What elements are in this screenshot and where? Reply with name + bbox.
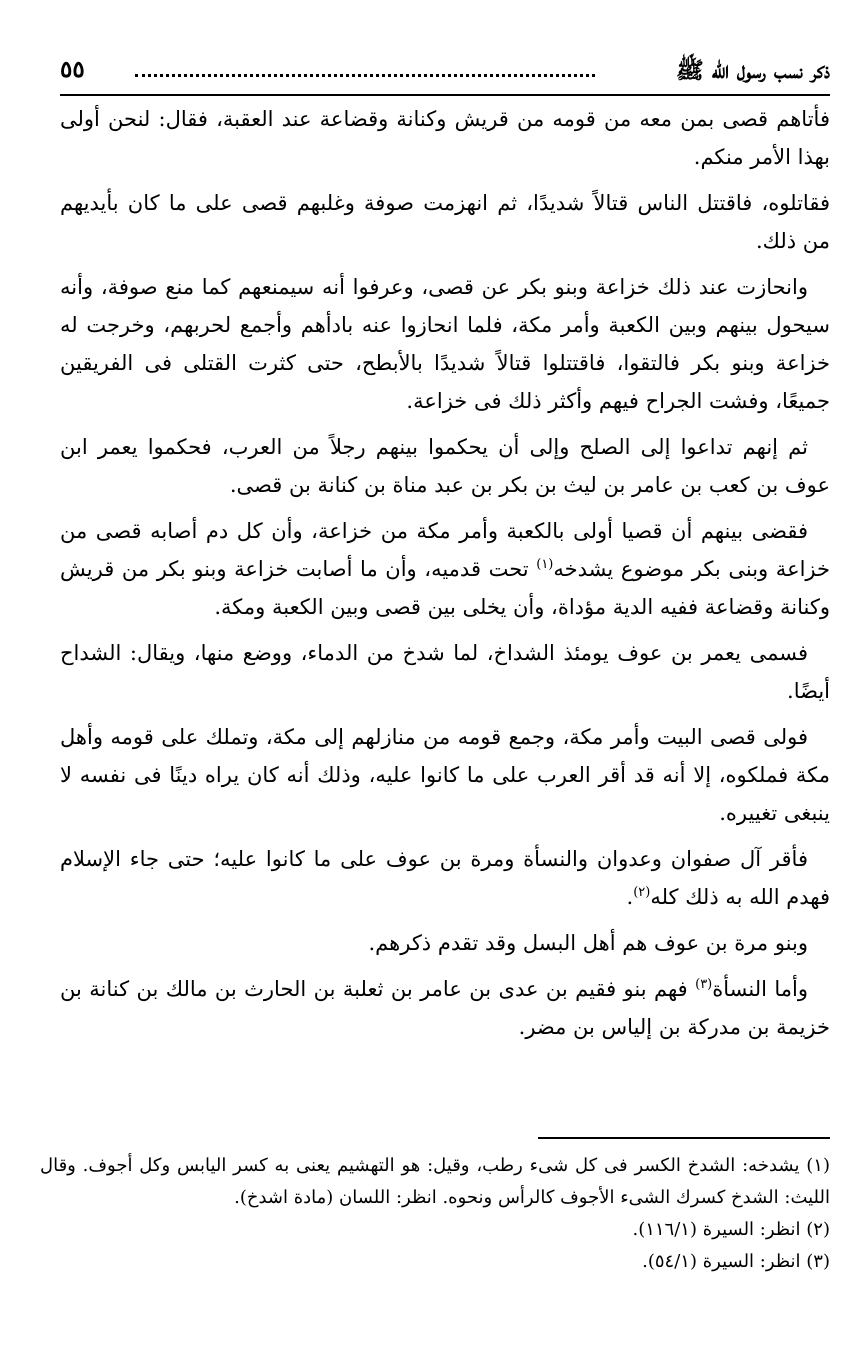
paragraph-text: تحت قدميه، وأن ما أصابت خزاعة وبنو بكر من قريش وكنانة وقضاعة ففيه الدية مؤداة، وأن يخلى بين قصى وبين الكعبة ومكة. xyxy=(60,557,830,619)
paragraph-text: فقضى بينهم أن قصيا أولى بالكعبة وأمر مكة من خزاعة، وأن كل دم أصابه قصى من خزاعة وبنى بكر موضوع يشدخه xyxy=(60,519,831,581)
footnote: (١) يشدخه: الشدخ الكسر فى كل شىء رطب، وقيل: هو التهشيم يعنى به كسر اليابس وكل أجوف. وقال الليث: الشدخ كسرك الشىء الأجوف كالرأس ونحوه. انظر: اللسان (مادة اشدخ). xyxy=(40,1155,830,1208)
footnote-separator xyxy=(538,1137,830,1139)
footnote: (٣) انظر: السيرة (٥٤/١). xyxy=(642,1251,830,1272)
paragraph-text: . xyxy=(626,885,634,909)
paragraph: فقاتلوه، فاقتتل الناس قتالاً شديدًا، ثم انهزمت صوفة وغلبهم قصى على ما كان بأيديهم من ذلك. xyxy=(60,191,830,253)
paragraph: فسمى يعمر بن عوف يومئذ الشداخ، لما شدخ من الدماء، ووضع منها، ويقال: الشداح أيضًا. xyxy=(60,641,830,703)
paragraph: وبنو مرة بن عوف هم أهل البسل وقد تقدم ذكرهم. xyxy=(368,931,808,955)
paragraph-text: فهم بنو فقيم بن عدى بن عامر بن ثعلبة بن الحارث بن مالك بن كنانة بن خزيمة بن مدركة بن إلياس بن مضر. xyxy=(60,977,830,1039)
footnotes xyxy=(40,1150,830,1278)
header-dot-leader xyxy=(135,64,595,77)
paragraph-text: فأقر آل صفوان وعدوان والنسأة ومرة بن عوف على ما كانوا عليه؛ حتى جاء الإسلام فهدم الله به ذلك كله xyxy=(60,847,830,909)
paragraph xyxy=(60,512,830,626)
paragraph xyxy=(60,840,830,916)
footnote-ref[interactable]: (١) xyxy=(536,557,554,572)
main-text xyxy=(60,100,830,1054)
paragraph-text: وأما النسأة xyxy=(712,977,808,1001)
paragraph: ثم إنهم تداعوا إلى الصلح وإلى أن يحكموا بينهم رجلاً من العرب، فحكموا يعمر ابن عوف بن كعب بن عامر بن ليث بن بكر بن عبد مناة بن كنانة بن قصى. xyxy=(60,435,830,497)
paragraph: وانحازت عند ذلك خزاعة وبنو بكر عن قصى، وعرفوا أنه سيمنعهم كما منع صوفة، وأنه سيحول بينهم وبين الكعبة وأمر مكة، فلما انحازوا عنه بادأهم وأجمع لحربهم، وخرجت له خزاعة وبنو بكر فالتقوا، فاقتتلوا قتالاً شديدًا بالأبطح، حتى كثرت القتلى فى الفريقين جميعًا، وفشت الجراح فيهم وأكثر ذلك فى خزاعة. xyxy=(60,275,830,413)
chapter-title: ذكر نسب رسول الله ﷺ xyxy=(675,57,830,84)
footnote-ref[interactable]: (٢) xyxy=(633,885,651,900)
footnote: (٢) انظر: السيرة (١١٦/١). xyxy=(632,1219,830,1240)
paragraph: فولى قصى البيت وأمر مكة، وجمع قومه من منازلهم إلى مكة، وتملك على قومه وأهل مكة فملكوه، إلا أنه قد أقر العرب على ما كانوا عليه، وذلك أنه كان يراه دينًا فى نفسه لا ينبغى تغييره. xyxy=(60,725,830,825)
running-header xyxy=(60,50,830,96)
page-number: ٥٥ xyxy=(60,56,85,83)
paragraph xyxy=(60,970,830,1046)
paragraph: فأتاهم قصى بمن معه من قومه من قريش وكنانة وقضاعة عند العقبة، فقال: لنحن أولى بهذا الأمر منكم. xyxy=(60,107,830,169)
footnote-ref[interactable]: (٣) xyxy=(695,977,713,992)
